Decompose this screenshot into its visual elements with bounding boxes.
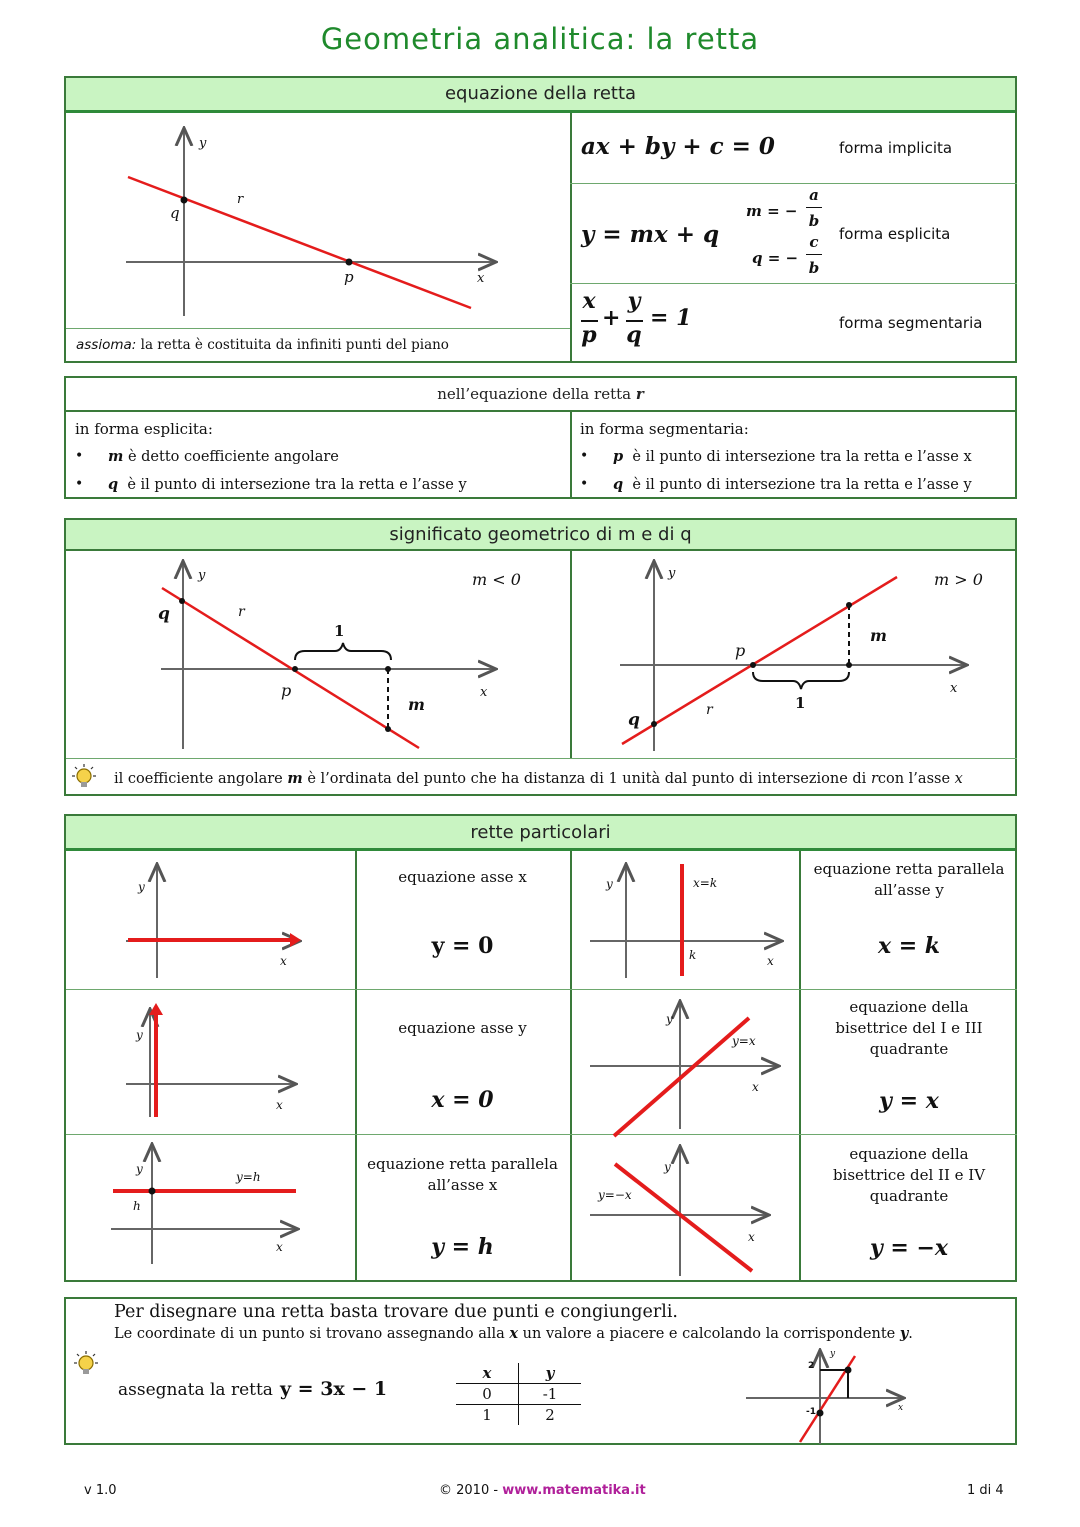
- axis-y-label: y: [666, 1012, 673, 1026]
- seg-num1: x: [582, 288, 596, 314]
- axis-y-label: y: [830, 1349, 836, 1359]
- seg-den1: p: [581, 322, 597, 348]
- desc-bisettrice-1-3: equazione della bisettrice del I e III quadrante: [835, 998, 983, 1058]
- yx-label: y=x: [732, 1034, 756, 1048]
- graph-asse-y: [66, 991, 355, 1136]
- note-x: x: [954, 771, 963, 787]
- footer-copyright: [439, 1483, 646, 1498]
- axis-x-label: x: [950, 681, 958, 696]
- m-label: m: [408, 695, 425, 714]
- p-label: p: [281, 681, 292, 700]
- one-label: 1: [795, 694, 806, 712]
- header-var: r: [635, 385, 644, 403]
- m-label: m: [870, 626, 887, 645]
- axis-y-label: y: [664, 1160, 671, 1174]
- name-segmentaria: forma segmentaria: [839, 314, 983, 332]
- r-label: r: [706, 702, 713, 718]
- text: è il punto di intersezione tra la retta e l’asse x: [632, 449, 972, 465]
- section-rette-particolari: [64, 814, 1017, 1282]
- right-title: in forma segmentaria:: [580, 420, 749, 438]
- axis-y-label: y: [198, 568, 206, 583]
- p-label: p: [735, 641, 746, 660]
- q-formula: q = −: [752, 249, 799, 267]
- eq-parallel-y: x = k: [877, 933, 941, 959]
- text: è detto coefficiente angolare: [127, 449, 339, 465]
- q-label: q: [628, 710, 640, 730]
- header-text: nell’equazione della retta: [437, 385, 632, 403]
- var: m: [108, 448, 124, 465]
- graph-retta: [66, 113, 570, 328]
- axiom-label: assioma:: [76, 337, 137, 353]
- axis-x-label: x: [276, 1240, 283, 1254]
- axis-x-label: x: [767, 954, 774, 968]
- minus-one-label: -1: [806, 1407, 816, 1417]
- graph-example: [742, 1346, 922, 1446]
- m-den: b: [808, 212, 820, 230]
- copyright: © 2010 -: [439, 1483, 499, 1498]
- graph-y-h: [66, 1136, 355, 1282]
- values-table: [456, 1363, 581, 1425]
- cond-negative: m < 0: [472, 570, 521, 589]
- section-nell-equazione: nell’equazione della retta r in forma esplicita: • m è detto coefficiente angolare • q è il punto di intersezione tra la retta e l’asse y in forma segmentaria: • p è il punto di intersezione tra la retta e l’asse x • q è il punto di intersezione tra la retta e l’asse y: [64, 376, 1017, 499]
- q-den: b: [808, 259, 820, 277]
- graph-bisettrice-1-3: [572, 991, 801, 1136]
- cell: 0: [456, 1384, 519, 1405]
- graph-x-k: [572, 851, 801, 989]
- line2-x: x: [509, 1325, 519, 1342]
- desc-asse-x: equazione asse x: [398, 868, 527, 886]
- left-item: [108, 476, 467, 493]
- two-label: 2: [808, 1361, 815, 1371]
- geometric-note: [114, 770, 963, 787]
- eq-bisettrice-2-4: y = −x: [869, 1235, 949, 1261]
- name-implicita: forma implicita: [839, 139, 953, 157]
- th-x: x: [456, 1363, 519, 1384]
- axis-x-label: x: [898, 1403, 904, 1413]
- draw-line1: Per disegnare una retta basta trovare due punti e congiungerli.: [114, 1302, 678, 1322]
- line2-y: y: [899, 1325, 909, 1342]
- footer-page: 1 di 4: [967, 1483, 1004, 1498]
- p-label: p: [344, 268, 354, 286]
- xk-label: x=k: [693, 876, 718, 890]
- cell: 2: [545, 1406, 555, 1424]
- seg-den2: q: [626, 322, 642, 348]
- r-label: r: [237, 192, 244, 207]
- left-item: [108, 448, 339, 465]
- axis-y-label: y: [668, 566, 676, 581]
- name-esplicita: forma esplicita: [839, 225, 951, 243]
- h-label: h: [133, 1199, 141, 1213]
- assigned-eq: y = 3x − 1: [280, 1378, 388, 1400]
- ymx-label: y=−x: [598, 1188, 632, 1202]
- axis-y-label: y: [606, 877, 613, 891]
- lightbulb-icon: [71, 764, 97, 790]
- axiom-text: la retta è costituita da infiniti punti del piano: [140, 337, 449, 353]
- var: p: [613, 448, 624, 465]
- right-item: [613, 476, 972, 493]
- right-item: [613, 448, 972, 465]
- axis-x-label: x: [280, 954, 287, 968]
- desc-parallel-y: equazione retta parallela all’asse y: [813, 860, 1005, 899]
- section-header: rette particolari: [66, 816, 1015, 851]
- k-label: k: [689, 948, 697, 962]
- page-title: Geometria analitica: la retta: [320, 22, 760, 56]
- draw-line2: Le coordinate di un punto si trovano assegnando alla x un valore a piacere e calcolando la corrispondente y.: [114, 1325, 913, 1342]
- seg-plus: +: [602, 305, 621, 331]
- footer-version: v 1.0: [84, 1483, 117, 1498]
- th-y: y: [545, 1364, 555, 1382]
- seg-rhs: = 1: [650, 305, 692, 331]
- axiom: [76, 337, 449, 353]
- q-num: c: [809, 233, 819, 251]
- axis-x-label: x: [477, 271, 485, 286]
- axis-x-label: x: [748, 1230, 755, 1244]
- axis-y-label: y: [199, 136, 207, 151]
- yh-label: y=h: [236, 1170, 261, 1184]
- eq-esplicita: y = mx + q: [581, 221, 720, 248]
- cell: 1: [456, 1405, 519, 1426]
- section-significato: [64, 518, 1017, 796]
- q-label: q: [170, 204, 180, 222]
- section-disegnare: [64, 1297, 1017, 1445]
- axis-y-label: y: [136, 1162, 143, 1176]
- eq-asse-y: x = 0: [431, 1087, 494, 1113]
- section-header: [66, 378, 1015, 412]
- section-header: equazione della retta: [66, 78, 1015, 113]
- note-m: m: [287, 770, 303, 787]
- cond-positive: m > 0: [934, 570, 983, 589]
- note-mid: è l’ordinata del punto che ha distanza di 1 unità dal punto di intersezione di: [307, 771, 867, 787]
- desc-bisettrice-2-4: equazione della bisettrice del II e IV quadrante: [832, 1145, 986, 1205]
- r-label: r: [238, 604, 245, 620]
- note-r: r: [870, 771, 878, 787]
- cell: -1: [542, 1385, 558, 1403]
- axis-x-label: x: [752, 1080, 759, 1094]
- m-num: a: [809, 186, 819, 204]
- eq-implicita: ax + by + c = 0: [581, 133, 775, 160]
- axis-y-label: y: [136, 1028, 143, 1042]
- assigned-label: assegnata la retta: [118, 1380, 273, 1400]
- line2-pre: Le coordinate di un punto si trovano assegnando alla: [114, 1326, 505, 1342]
- var: q: [108, 476, 119, 493]
- desc-parallel-x: equazione retta parallela all’asse x: [367, 1155, 558, 1194]
- site-link[interactable]: www.matematika.it: [502, 1483, 646, 1498]
- left-title: in forma esplicita:: [75, 420, 213, 438]
- eq-asse-x: y = 0: [431, 933, 494, 959]
- line2-mid: un valore a piacere e calcolando la corrispondente: [522, 1326, 896, 1342]
- seg-num2: y: [627, 288, 641, 314]
- q-label: q: [158, 604, 170, 624]
- axis-x-label: x: [276, 1098, 283, 1112]
- axis-x-label: x: [480, 685, 488, 700]
- m-formula: m = −: [746, 202, 798, 220]
- text: è il punto di intersezione tra la retta e l’asse y: [127, 477, 467, 493]
- var: q: [613, 476, 624, 493]
- note-post: con l’asse: [877, 771, 951, 787]
- eq-bisettrice-1-3: y = x: [879, 1088, 939, 1114]
- section-header: significato geometrico di m e di q: [66, 520, 1015, 551]
- note-pre: il coefficiente angolare: [114, 771, 283, 787]
- axis-y-label: y: [138, 880, 145, 894]
- graph-bisettrice-2-4: [572, 1136, 801, 1282]
- eq-parallel-x: y = h: [431, 1234, 494, 1260]
- graph-asse-x: [66, 851, 355, 989]
- desc-asse-y: equazione asse y: [398, 1019, 527, 1037]
- lightbulb-icon: [73, 1351, 99, 1377]
- section-equazione: [64, 76, 1017, 363]
- one-label: 1: [334, 622, 345, 640]
- text: è il punto di intersezione tra la retta e l’asse y: [632, 477, 972, 493]
